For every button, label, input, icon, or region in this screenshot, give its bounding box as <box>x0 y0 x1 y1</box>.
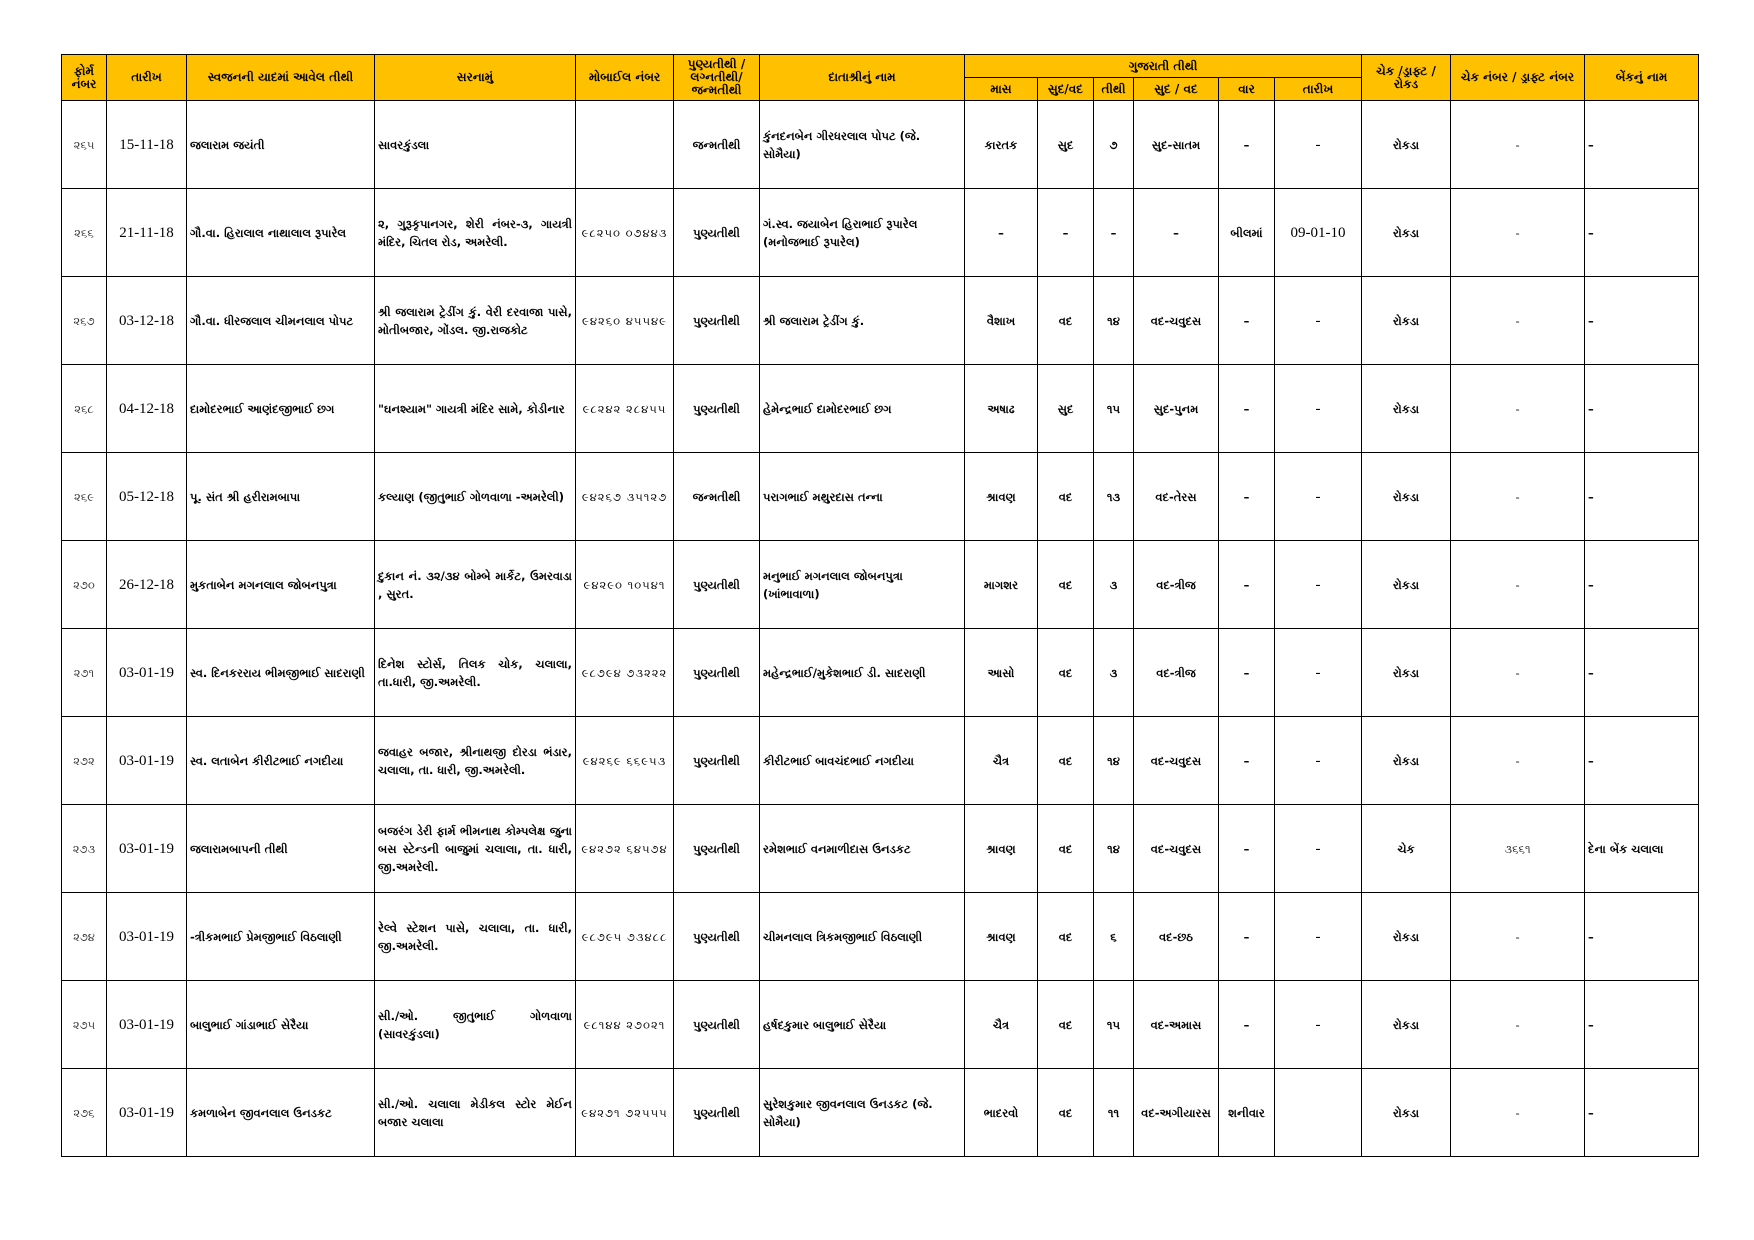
cell-cheque-no: - <box>1451 541 1585 629</box>
cell-date: 26-12-18 <box>107 541 187 629</box>
cell-cheque-no: ૩૬૬૧ <box>1451 805 1585 893</box>
cell-cheque-no: - <box>1451 453 1585 541</box>
cell-month: – <box>965 189 1038 277</box>
cell-month: ચૈત્ર <box>965 981 1038 1069</box>
cell-remembrance: પૂ. સંત શ્રી હરીરામબાપા <box>187 453 375 541</box>
cell-form-no: ૨૭૫ <box>62 981 107 1069</box>
cell-occasion: પુણ્યતીથી <box>674 717 760 805</box>
cell-tithi-date: - <box>1275 893 1362 981</box>
cell-sud-vad: સુદ <box>1038 365 1094 453</box>
cell-remembrance: સ્વ. દિનકરરાય ભીમજીભાઈ સાદરાણી <box>187 629 375 717</box>
cell-remembrance: બાલુભાઈ ગાંડાભાઈ સેરૈયા <box>187 981 375 1069</box>
table-row <box>62 629 1699 717</box>
cell-occasion: પુણ્યતીથી <box>674 541 760 629</box>
cell-month: અષાઢ <box>965 365 1038 453</box>
cell-address: સી./ઓ. ચલાલા મેડીકલ સ્ટોર મેઈન બજાર ચલાલા <box>375 1069 576 1157</box>
header-bank-name: બેંકનું નામ <box>1585 55 1699 101</box>
cell-cheque-no: - <box>1451 1069 1585 1157</box>
cell-mobile: ૯૮૭૯૫ ૭૩૪૮૮ <box>576 893 674 981</box>
cell-sud-vad-full: વદ-ચવુદસ <box>1134 805 1219 893</box>
cell-weekday: – <box>1219 629 1275 717</box>
cell-date: 03-12-18 <box>107 277 187 365</box>
table-row <box>62 101 1699 189</box>
cell-bank-name: – <box>1585 629 1699 717</box>
table-row <box>62 981 1699 1069</box>
cell-weekday: – <box>1219 541 1275 629</box>
cell-payment-mode: રોકડા <box>1362 101 1451 189</box>
cell-bank-name: – <box>1585 717 1699 805</box>
cell-sud-vad-full: વદ-અગીયારસ <box>1134 1069 1219 1157</box>
cell-tithi: ૭ <box>1094 101 1134 189</box>
cell-form-no: ૨૭૧ <box>62 629 107 717</box>
cell-cheque-no: - <box>1451 277 1585 365</box>
cell-sud-vad: વદ <box>1038 1069 1094 1157</box>
cell-date: 03-01-19 <box>107 629 187 717</box>
cell-weekday: – <box>1219 981 1275 1069</box>
header-date: તારીખ <box>107 55 187 101</box>
cell-bank-name: – <box>1585 1069 1699 1157</box>
header-tithi: તીથી <box>1094 78 1134 101</box>
cell-address: "ઘનશ્યામ" ગાયત્રી મંદિર સામે, કોડીનાર <box>375 365 576 453</box>
table-row <box>62 541 1699 629</box>
cell-weekday: – <box>1219 893 1275 981</box>
cell-sud-vad-full: વદ-ત્રીજ <box>1134 629 1219 717</box>
cell-form-no: ૨૭૩ <box>62 805 107 893</box>
header-address: સરનામું <box>375 55 576 101</box>
cell-remembrance: સ્વ. લતાબેન કીરીટભાઈ નગદીયા <box>187 717 375 805</box>
cell-tithi: ૧૫ <box>1094 981 1134 1069</box>
cell-sud-vad: વદ <box>1038 541 1094 629</box>
header-form-no: ફોર્મ નંબર <box>62 55 107 101</box>
cell-month: વૈશાખ <box>965 277 1038 365</box>
cell-mobile: ૯૪૨૯૦ ૧૦૫૪૧ <box>576 541 674 629</box>
cell-month: શ્રાવણ <box>965 453 1038 541</box>
cell-address: દિનેશ સ્ટોર્સ, તિલક ચોક, ચલાલા, તા.ધારી, જી.અમરેલી. <box>375 629 576 717</box>
cell-mobile: ૯૪૨૭૧ ૭૨૫૫૫ <box>576 1069 674 1157</box>
cell-weekday: – <box>1219 365 1275 453</box>
header-sud-vad: સુદ/વદ <box>1038 78 1094 101</box>
cell-sud-vad: વદ <box>1038 277 1094 365</box>
cell-payment-mode: રોકડા <box>1362 541 1451 629</box>
cell-address: દુકાન નં. ૩૨/૩૪ બોમ્બે માર્કેટ, ઉમરવાડા , સુરત. <box>375 541 576 629</box>
cell-mobile: ૯૮૭૯૪ ૭૩૨૨૨ <box>576 629 674 717</box>
cell-sud-vad-full: વદ-તેરસ <box>1134 453 1219 541</box>
table-row <box>62 1069 1699 1157</box>
header-month: માસ <box>965 78 1038 101</box>
cell-remembrance: જલારામ જયંતી <box>187 101 375 189</box>
cell-tithi-date: - <box>1275 717 1362 805</box>
header-weekday: વાર <box>1219 78 1275 101</box>
cell-address: ૨, ગુરૂકૃપાનગર, શેરી નંબર-૩, ગાયત્રી મંદિર, ચિતલ રોડ, અમરેલી. <box>375 189 576 277</box>
cell-tithi: ૧૪ <box>1094 277 1134 365</box>
cell-donor-name: ગં.સ્વ. જયાબેન હિરાભાઈ રૂપારેલ (મનોજભાઈ રૂપારેલ) <box>760 189 965 277</box>
cell-sud-vad: વદ <box>1038 893 1094 981</box>
cell-bank-name: – <box>1585 101 1699 189</box>
table-row <box>62 189 1699 277</box>
cell-address: બજરંગ ડેરી ફાર્મ ભીમનાથ કોમ્પલેક્ષ જુના બસ સ્ટેન્ડની બાજુમાં ચલાલા, તા. ધારી, જી.અમરેલી. <box>375 805 576 893</box>
cell-month: કારતક <box>965 101 1038 189</box>
cell-address: શ્રી જલારામ ટ્રેડીંગ કું. વેરી દરવાજા પાસે, મોતીબજાર, ગોંડલ. જી.રાજકોટ <box>375 277 576 365</box>
cell-payment-mode: રોકડા <box>1362 365 1451 453</box>
cell-bank-name: – <box>1585 277 1699 365</box>
cell-address: સાવરકુંડલા <box>375 101 576 189</box>
cell-tithi-date: - <box>1275 629 1362 717</box>
cell-date: 04-12-18 <box>107 365 187 453</box>
cell-sud-vad-full: વદ-ચવુદસ <box>1134 277 1219 365</box>
cell-date: 03-01-19 <box>107 805 187 893</box>
cell-donor-name: રમેશભાઈ વનમાળીદાસ ઉનડકટ <box>760 805 965 893</box>
cell-occasion: જન્મતીથી <box>674 101 760 189</box>
cell-tithi: ૬ <box>1094 893 1134 981</box>
cell-sud-vad: વદ <box>1038 805 1094 893</box>
header-cheque-no: ચેક નંબર / ડ્રાફ્ટ નંબર <box>1451 55 1585 101</box>
cell-remembrance: જલારામબાપની તીથી <box>187 805 375 893</box>
cell-form-no: ૨૭૦ <box>62 541 107 629</box>
header-remembrance-tithi: સ્વજનની યાદમાં આવેલ તીથી <box>187 55 375 101</box>
cell-tithi-date: - <box>1275 805 1362 893</box>
cell-tithi: – <box>1094 189 1134 277</box>
cell-bank-name: – <box>1585 189 1699 277</box>
cell-remembrance: મુકતાબેન મગનલાલ જોબનપુત્રા <box>187 541 375 629</box>
cell-occasion: પુણ્યતીથી <box>674 189 760 277</box>
header-donor-name: દાતાશ્રીનું નામ <box>760 55 965 101</box>
cell-form-no: ૨૭૪ <box>62 893 107 981</box>
table-row <box>62 717 1699 805</box>
cell-bank-name: – <box>1585 981 1699 1069</box>
cell-donor-name: ચીમનલાલ ત્રિકમજીભાઈ વિઠલાણી <box>760 893 965 981</box>
cell-mobile: ૯૮૨૪૨ ૨૮૪૫૫ <box>576 365 674 453</box>
cell-donor-name: સુરેશકુમાર જીવનલાલ ઉનડકટ (જે. સોમૈયા) <box>760 1069 965 1157</box>
cell-tithi-date: - <box>1275 453 1362 541</box>
cell-mobile: ૯૪૨૬૭ ૩૫૧૨૭ <box>576 453 674 541</box>
table-row <box>62 365 1699 453</box>
cell-mobile <box>576 101 674 189</box>
cell-weekday: શનીવાર <box>1219 1069 1275 1157</box>
cell-mobile: ૯૪૨૭૨ ૬૪૫૭૪ <box>576 805 674 893</box>
cell-occasion: પુણ્યતીથી <box>674 629 760 717</box>
cell-donor-name: મનુભાઈ મગનલાલ જોબનપુત્રા (ખાંભાવાળા) <box>760 541 965 629</box>
header-payment-mode: ચેક /ડ્રાફ્ટ / રોકડ <box>1362 55 1451 101</box>
cell-cheque-no: - <box>1451 189 1585 277</box>
cell-date: 05-12-18 <box>107 453 187 541</box>
cell-mobile: ૯૪૨૬૯ ૬૬૯૫૩ <box>576 717 674 805</box>
cell-form-no: ૨૭૬ <box>62 1069 107 1157</box>
cell-date: 03-01-19 <box>107 717 187 805</box>
cell-form-no: ૨૬૭ <box>62 277 107 365</box>
cell-form-no: ૨૬૬ <box>62 189 107 277</box>
cell-tithi-date: - <box>1275 101 1362 189</box>
cell-address: કલ્યાણ (જીતુભાઈ ગોળવાળા -અમરેલી) <box>375 453 576 541</box>
cell-form-no: ૨૬૫ <box>62 101 107 189</box>
cell-payment-mode: રોકડા <box>1362 717 1451 805</box>
cell-weekday: બીલમાં <box>1219 189 1275 277</box>
cell-sud-vad-full: વદ-છઠ <box>1134 893 1219 981</box>
cell-cheque-no: - <box>1451 365 1585 453</box>
cell-date: 15-11-18 <box>107 101 187 189</box>
cell-occasion: પુણ્યતીથી <box>674 893 760 981</box>
cell-address: સી./ઓ. જીતુભાઈ ગોળવાળા (સાવરકુંડલા) <box>375 981 576 1069</box>
header-tithi-date: તારીખ <box>1275 78 1362 101</box>
cell-remembrance: દામોદરભાઈ આણંદજીભાઈ છગ <box>187 365 375 453</box>
table-row <box>62 453 1699 541</box>
cell-tithi-date: - <box>1275 365 1362 453</box>
cell-cheque-no: - <box>1451 981 1585 1069</box>
cell-tithi-date: 09-01-10 <box>1275 189 1362 277</box>
cell-form-no: ૨૬૯ <box>62 453 107 541</box>
cell-donor-name: પરાગભાઈ મથુરદાસ તન્ના <box>760 453 965 541</box>
cell-occasion: પુણ્યતીથી <box>674 1069 760 1157</box>
cell-bank-name: – <box>1585 893 1699 981</box>
cell-cheque-no: - <box>1451 629 1585 717</box>
cell-weekday: – <box>1219 277 1275 365</box>
cell-weekday: – <box>1219 101 1275 189</box>
cell-date: 03-01-19 <box>107 893 187 981</box>
table-row <box>62 805 1699 893</box>
cell-tithi: ૧૪ <box>1094 717 1134 805</box>
cell-form-no: ૨૭૨ <box>62 717 107 805</box>
cell-payment-mode: રોકડા <box>1362 1069 1451 1157</box>
cell-mobile: ૯૮૨૫૦ ૦૭૪૪૩ <box>576 189 674 277</box>
cell-tithi-date: - <box>1275 981 1362 1069</box>
cell-remembrance: ગૌ.વા. ધીરજલાલ ચીમનલાલ પોપટ <box>187 277 375 365</box>
cell-tithi: ૧૧ <box>1094 1069 1134 1157</box>
cell-tithi-date: - <box>1275 277 1362 365</box>
table-row <box>62 277 1699 365</box>
cell-sud-vad-full: વદ-અમાસ <box>1134 981 1219 1069</box>
cell-occasion: પુણ્યતીથી <box>674 277 760 365</box>
header-mobile: મોબાઈલ નંબર <box>576 55 674 101</box>
cell-tithi-date: - <box>1275 541 1362 629</box>
cell-occasion: જન્મતીથી <box>674 453 760 541</box>
cell-tithi: ૩ <box>1094 541 1134 629</box>
cell-payment-mode: ચેક <box>1362 805 1451 893</box>
cell-sud-vad-full: વદ-ત્રીજ <box>1134 541 1219 629</box>
cell-occasion: પુણ્યતીથી <box>674 981 760 1069</box>
cell-bank-name: – <box>1585 453 1699 541</box>
cell-remembrance: -ત્રીકમભાઈ પ્રેમજીભાઈ વિઠલાણી <box>187 893 375 981</box>
cell-sud-vad-full: સુદ-સાતમ <box>1134 101 1219 189</box>
cell-payment-mode: રોકડા <box>1362 189 1451 277</box>
cell-sud-vad: સુદ <box>1038 101 1094 189</box>
cell-remembrance: ગૌ.વા. હિરાલાલ નાથાલાલ રૂપારેલ <box>187 189 375 277</box>
cell-donor-name: હર્ષદકુમાર બાલુભાઈ સેરૈયા <box>760 981 965 1069</box>
cell-mobile: ૯૪૨૬૦ ૪૫૫૪૯ <box>576 277 674 365</box>
cell-month: માગશર <box>965 541 1038 629</box>
cell-occasion: પુણ્યતીથી <box>674 805 760 893</box>
cell-tithi: ૩ <box>1094 629 1134 717</box>
donation-register-table <box>61 54 1699 1157</box>
cell-sud-vad-full: – <box>1134 189 1219 277</box>
cell-sud-vad-full: વદ-ચવુદસ <box>1134 717 1219 805</box>
table-body <box>62 101 1699 1157</box>
cell-bank-name: – <box>1585 365 1699 453</box>
cell-bank-name: દેના બેંક ચલાલા <box>1585 805 1699 893</box>
cell-sud-vad: વદ <box>1038 717 1094 805</box>
cell-month: ચૈત્ર <box>965 717 1038 805</box>
cell-address: જવાહર બજાર, શ્રીનાથજી દોરડા ભંડાર, ચલાલા, તા. ધારી, જી.અમરેલી. <box>375 717 576 805</box>
header-occasion: પુણ્યતીથી / લગ્નતીથી/ જન્મતીથી <box>674 55 760 101</box>
table-header <box>62 55 1699 101</box>
cell-weekday: – <box>1219 805 1275 893</box>
cell-payment-mode: રોકડા <box>1362 629 1451 717</box>
cell-remembrance: કમળાબેન જીવનલાલ ઉનડકટ <box>187 1069 375 1157</box>
cell-payment-mode: રોકડા <box>1362 453 1451 541</box>
cell-tithi-date <box>1275 1069 1362 1157</box>
cell-donor-name: શ્રી જલારામ ટ્રેડીંગ કું. <box>760 277 965 365</box>
cell-mobile: ૯૮૧૪૪ ૨૭૦૨૧ <box>576 981 674 1069</box>
cell-sud-vad-full: સુદ-પુનમ <box>1134 365 1219 453</box>
cell-donor-name: કુંનદનબેન ગીરધરલાલ પોપટ (જે. સોમૈયા) <box>760 101 965 189</box>
cell-occasion: પુણ્યતીથી <box>674 365 760 453</box>
cell-donor-name: મહેન્દ્રભાઈ/મુકેશભાઈ ડી. સાદરાણી <box>760 629 965 717</box>
cell-cheque-no: - <box>1451 101 1585 189</box>
table-row <box>62 893 1699 981</box>
cell-date: 03-01-19 <box>107 981 187 1069</box>
cell-weekday: – <box>1219 717 1275 805</box>
cell-month: આસો <box>965 629 1038 717</box>
cell-payment-mode: રોકડા <box>1362 277 1451 365</box>
cell-bank-name: – <box>1585 541 1699 629</box>
cell-cheque-no: - <box>1451 893 1585 981</box>
cell-tithi: ૧૪ <box>1094 805 1134 893</box>
cell-cheque-no: - <box>1451 717 1585 805</box>
cell-tithi: ૧૩ <box>1094 453 1134 541</box>
cell-tithi: ૧૫ <box>1094 365 1134 453</box>
cell-donor-name: કીરીટભાઈ બાવચંદભાઈ નગદીયા <box>760 717 965 805</box>
cell-form-no: ૨૬૮ <box>62 365 107 453</box>
cell-weekday: – <box>1219 453 1275 541</box>
cell-month: શ્રાવણ <box>965 893 1038 981</box>
cell-sud-vad: વદ <box>1038 453 1094 541</box>
cell-date: 21-11-18 <box>107 189 187 277</box>
cell-payment-mode: રોકડા <box>1362 981 1451 1069</box>
cell-date: 03-01-19 <box>107 1069 187 1157</box>
cell-sud-vad: વદ <box>1038 981 1094 1069</box>
cell-address: રેલ્વે સ્ટેશન પાસે, ચલાલા, તા. ધારી, જી.અમરેલી. <box>375 893 576 981</box>
header-sud-vad-full: સુદ / વદ <box>1134 78 1219 101</box>
cell-month: શ્રાવણ <box>965 805 1038 893</box>
cell-month: ભાદરવો <box>965 1069 1038 1157</box>
cell-sud-vad: – <box>1038 189 1094 277</box>
cell-donor-name: હેમેન્દ્રભાઈ દામોદરભાઈ છગ <box>760 365 965 453</box>
header-gujarati-tithi: ગુજરાતી તીથી <box>965 55 1362 78</box>
cell-sud-vad: વદ <box>1038 629 1094 717</box>
cell-payment-mode: રોકડા <box>1362 893 1451 981</box>
